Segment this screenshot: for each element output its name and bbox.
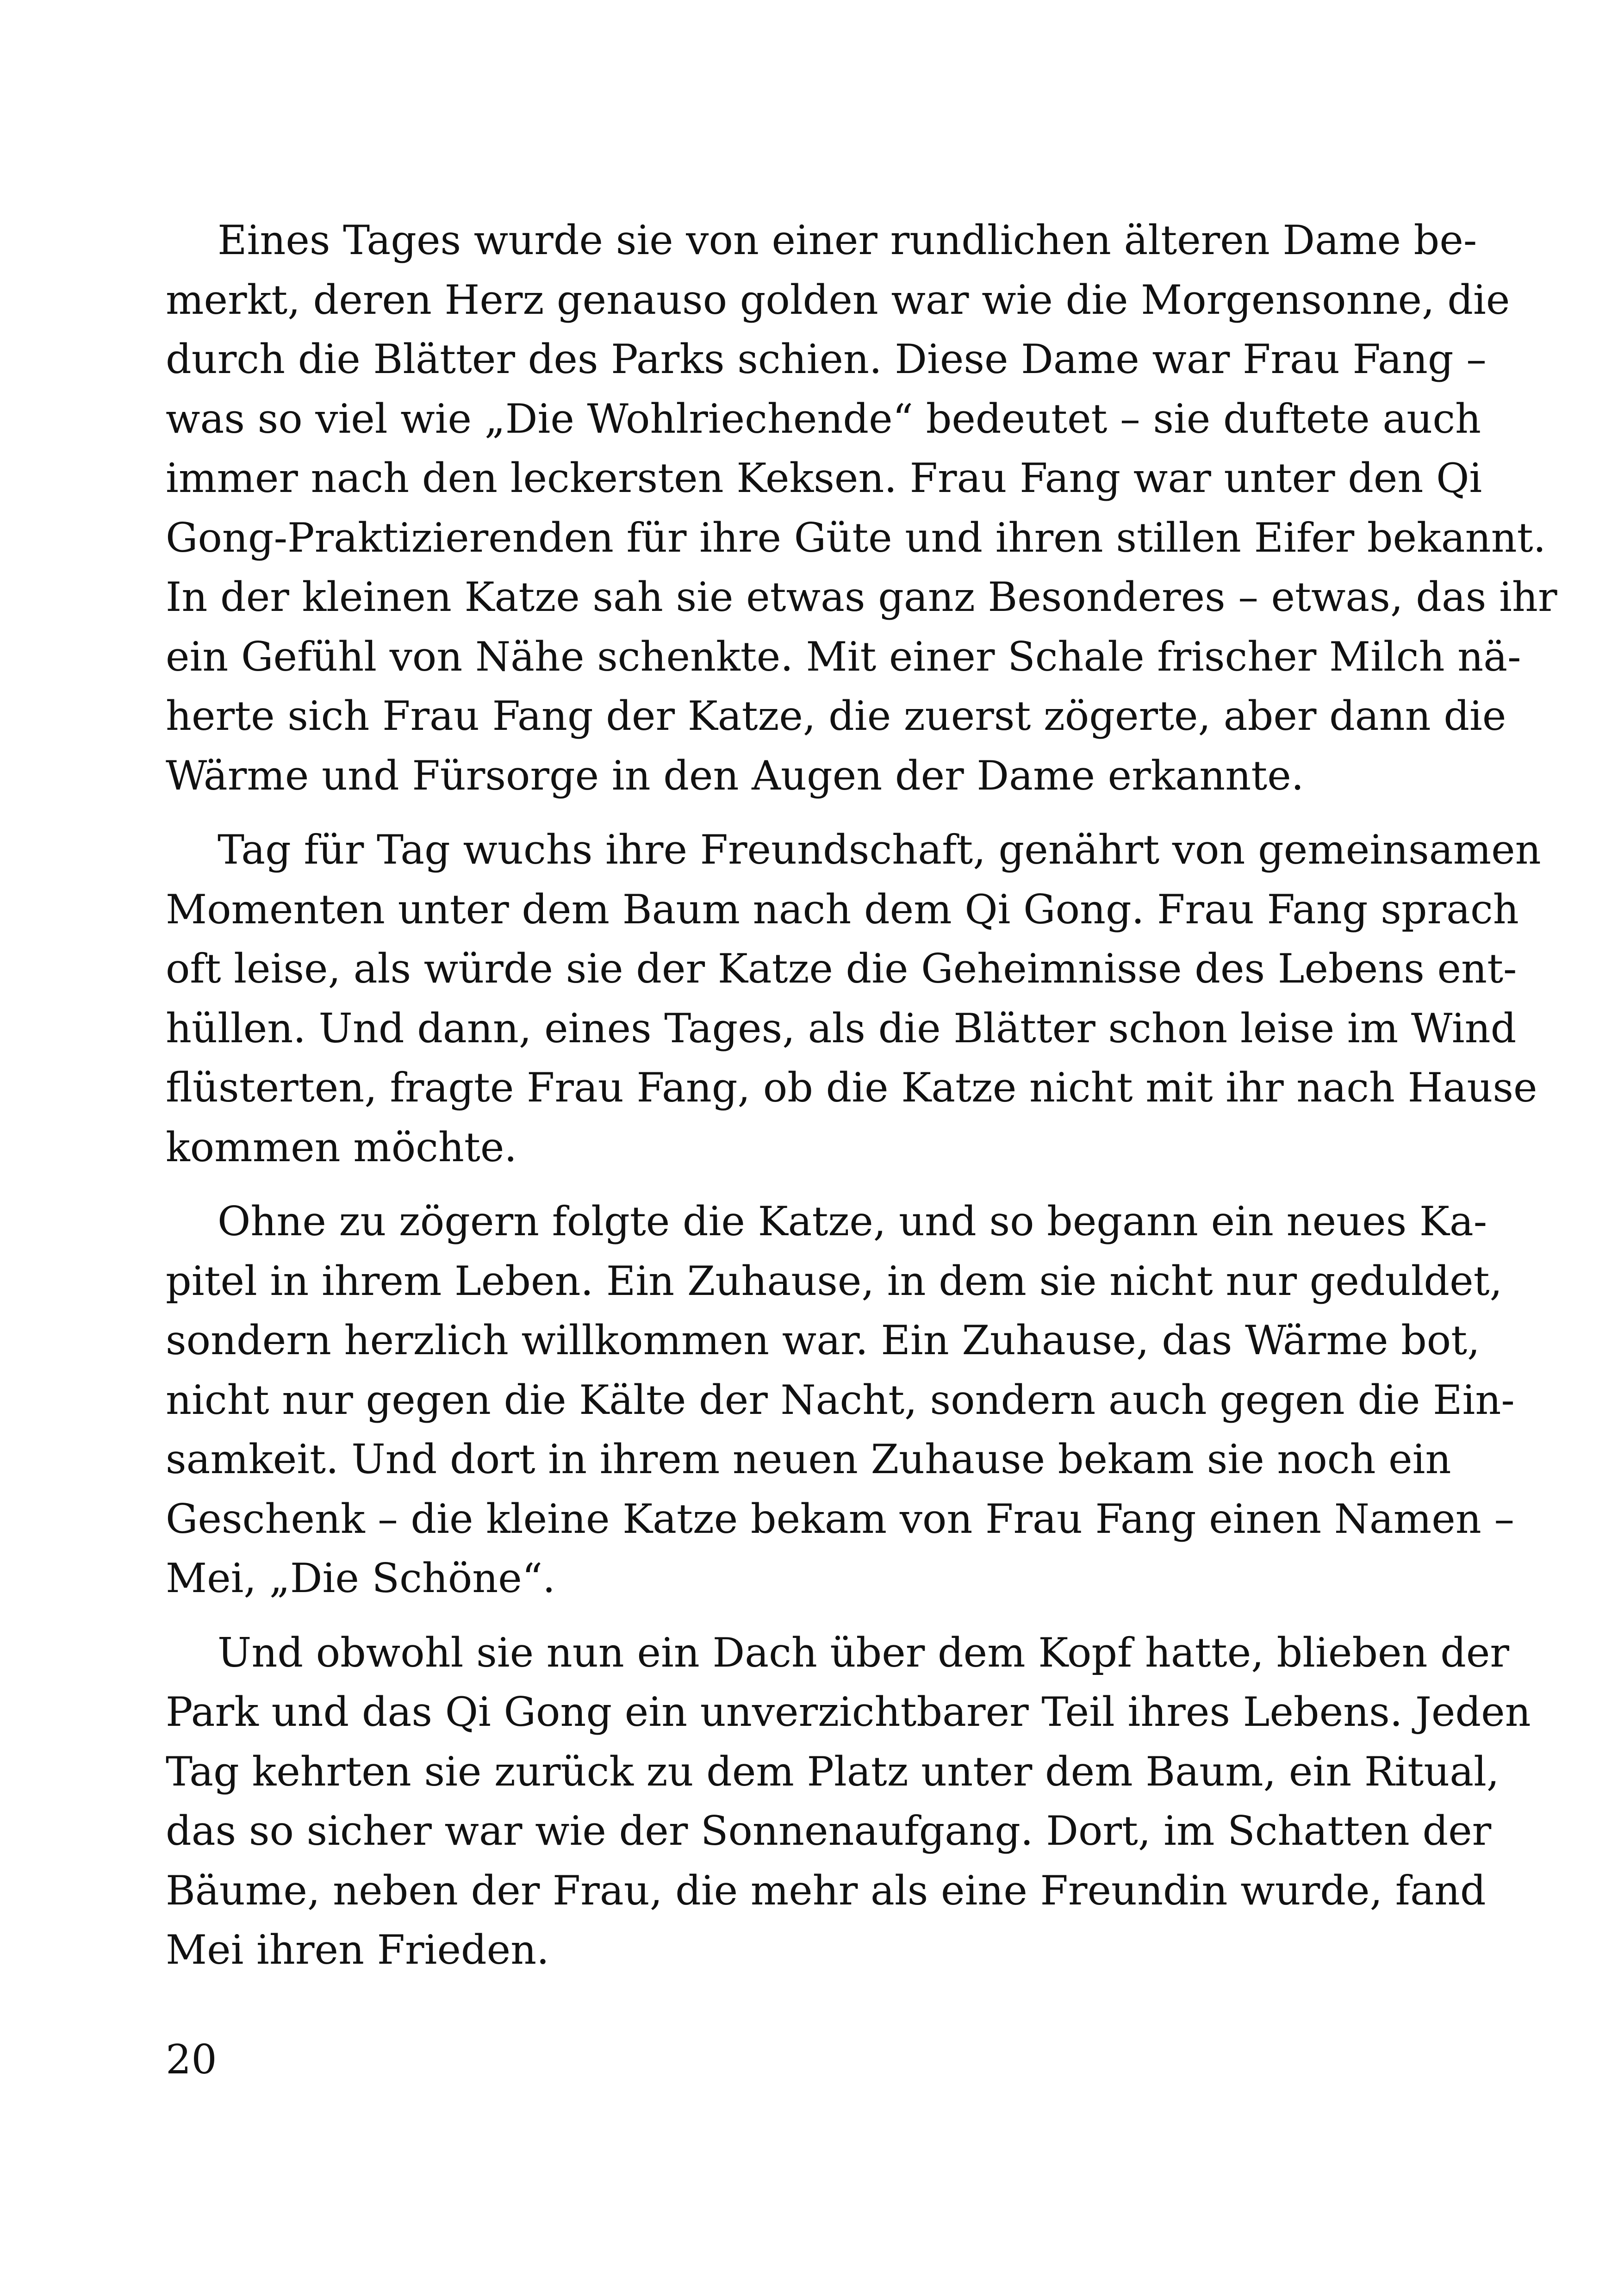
text-line: In der kleinen Katze sah sie etwas ganz Besonderes – etwas, das ihr xyxy=(166,573,1557,621)
text-line: Momenten unter dem Baum nach dem Qi Gong. Frau Fang sprach xyxy=(166,885,1519,933)
text-line: Und obwohl sie nun ein Dach über dem Kopf hatte, blieben der xyxy=(218,1629,1509,1676)
text-line: Mei ihren Frieden. xyxy=(166,1926,549,1973)
text-line: pitel in ihrem Leben. Ein Zuhause, in dem sie nicht nur geduldet, xyxy=(166,1257,1503,1305)
text-line: oft leise, als würde sie der Katze die Geheimnisse des Lebens ent- xyxy=(166,945,1517,992)
paragraph-1 xyxy=(166,211,1557,805)
text-line: Wärme und Fürsorge in den Augen der Dame erkannte. xyxy=(166,752,1304,799)
text-line: Bäume, neben der Frau, die mehr als eine Freundin wurde, fand xyxy=(166,1867,1486,1914)
text-line: was so viel wie „Die Wohlriechende“ bedeutet – sie duftete auch xyxy=(166,395,1481,442)
text-line: Eines Tages wurde sie von einer rundlichen älteren Dame be- xyxy=(218,217,1477,264)
text-line: Tag für Tag wuchs ihre Freundschaft, genährt von gemeinsamen xyxy=(218,826,1541,873)
text-line: Ohne zu zögern folgte die Katze, und so begann ein neues Ka- xyxy=(218,1198,1487,1245)
text-line: Geschenk – die kleine Katze bekam von Frau Fang einen Namen – xyxy=(166,1495,1514,1543)
text-line: das so sicher war wie der Sonnenaufgang. Dort, im Schatten der xyxy=(166,1807,1492,1854)
text-line: kommen möchte. xyxy=(166,1123,517,1171)
text-line: hüllen. Und dann, eines Tages, als die Blätter schon leise im Wind xyxy=(166,1004,1517,1052)
text-line: merkt, deren Herz genauso golden war wie die Morgensonne, die xyxy=(166,276,1510,324)
paragraph-3 xyxy=(166,1192,1515,1608)
text-line: immer nach den leckersten Keksen. Frau Fang war unter den Qi xyxy=(166,454,1482,502)
page-number: 20 xyxy=(166,2036,217,2083)
paragraph-2 xyxy=(166,820,1541,1177)
body-text xyxy=(166,211,1557,1995)
text-line: samkeit. Und dort in ihrem neuen Zuhause bekam sie noch ein xyxy=(166,1436,1451,1483)
text-line: Mei, „Die Schöne“. xyxy=(166,1555,555,1602)
text-line: Tag kehrten sie zurück zu dem Platz unter dem Baum, ein Ritual, xyxy=(166,1748,1500,1795)
text-line: sondern herzlich willkommen war. Ein Zuhause, das Wärme bot, xyxy=(166,1317,1480,1364)
text-line: nicht nur gegen die Kälte der Nacht, sondern auch gegen die Ein- xyxy=(166,1376,1515,1424)
text-line: Gong-Praktizierenden für ihre Güte und ihren stillen Eifer bekannt. xyxy=(166,514,1546,561)
text-line: ein Gefühl von Nähe schenkte. Mit einer Schale frischer Milch nä- xyxy=(166,633,1521,680)
text-line: herte sich Frau Fang der Katze, die zuerst zögerte, aber dann die xyxy=(166,692,1506,740)
text-line: durch die Blätter des Parks schien. Diese Dame war Frau Fang – xyxy=(166,336,1487,383)
text-line: Park und das Qi Gong ein unverzichtbarer Teil ihres Lebens. Jeden xyxy=(166,1688,1531,1736)
paragraph-4 xyxy=(166,1623,1531,1980)
text-line: flüsterten, fragte Frau Fang, ob die Katze nicht mit ihr nach Hause xyxy=(166,1064,1537,1111)
